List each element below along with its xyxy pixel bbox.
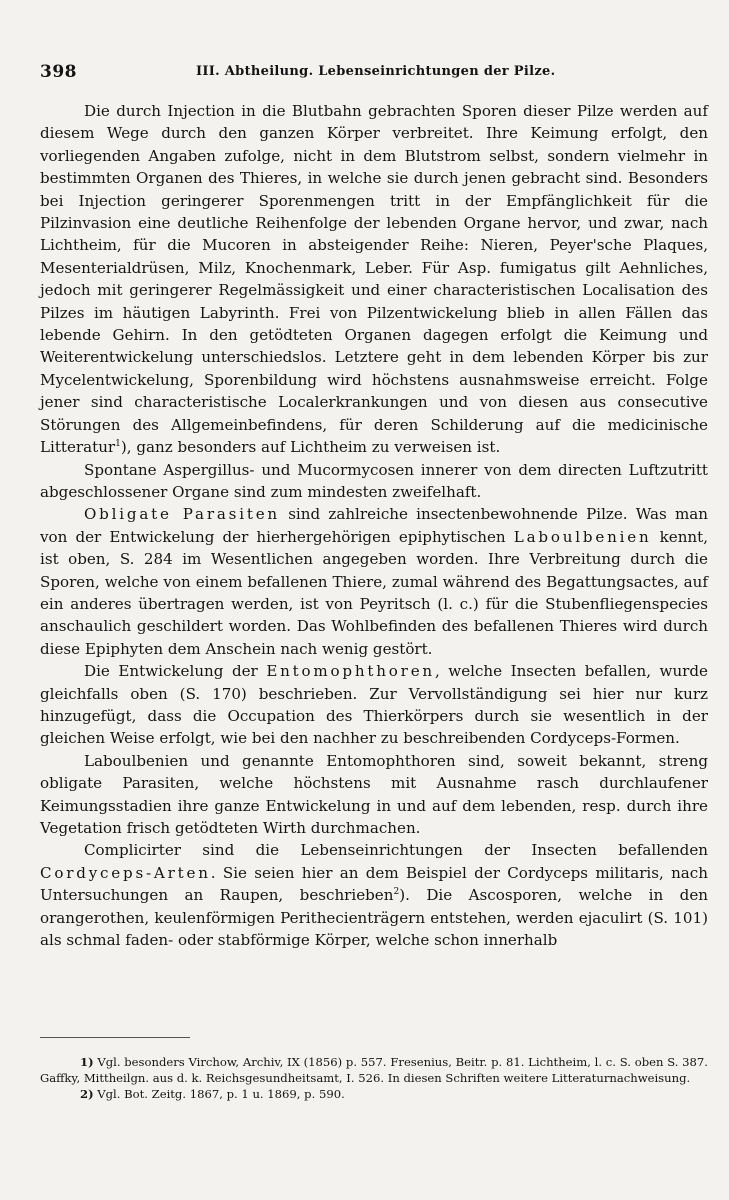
footnote-text: Vgl. besonders Virchow, Archiv, IX (1856) p. 557. Fresenius, Beitr. p. 81. Lichtheim, l. c. S. oben S. 387. Gaffky, Mittheilgn. aus d. k. Reichsgesundheitsamt, I. 526. In diesen Schriften weitere Litteraturnachweisung. [40, 1055, 708, 1086]
spaced-term-laboulbenien: Laboulbenien [513, 527, 652, 546]
paragraph-entomophthoren [40, 660, 708, 750]
paragraph-spontane-mycosen: Spontane Aspergillus- und Mucormycosen innerer von dem directen Luftzutritt abgeschlossener Organe sind zum mindesten zweifelhaft. [40, 460, 708, 501]
footnotes [40, 1054, 708, 1103]
paragraph-text: Complicirter sind die Lebenseinrichtungen der Insecten befallenden [84, 841, 708, 860]
footnote-2 [40, 1086, 708, 1102]
paragraph-injection [40, 100, 708, 459]
paragraph-text: Die durch Injection in die Blutbahn gebrachten Sporen dieser Pilze werden auf diesem Wege durch den ganzen Körper verbreitet. Ihre Keimung erfolgt, den vorliegenden Angaben zufolge, nicht in dem Blutstrom selbst, sondern vielmehr in bestimmten Organen des Thieres, in welche sie durch jenen gebracht sind. Besonders bei Injection geringerer Sporenmengen tritt in der Empfänglichkeit für die Pilzinvasion eine deutliche Reihenfolge der lebenden Organe hervor, und zwar, nach Lichtheim, für die Mucoren in absteigender Reihe: Nieren, Peyer'sche Plaques, Mesenterialdrüsen, Milz, Knochenmark, Leber. Für Asp. fumigatus gilt Aehnliches, jedoch mit geringerer Regelmässigkeit und einer characteristischen Localisation des Pilzes im häutigen Labyrinth. Frei von Pilzentwickelung blieb in allen Fällen das lebende Gehirn. In den getödteten Organen dagegen erfolgt die Keimung und Weiterentwickelung unterschiedslos. Letztere geht in dem lebenden Körper bis zur Mycelentwickelung, Sporenbildung wird höchstens ausnahmsweise erreicht. Folge jener sind characteristische Localerkrankungen und von diesen aus consecutive Störungen des Allgemeinbefindens, für deren Schilderung auf die medicinische Litteratur [40, 102, 708, 457]
body-text [40, 100, 708, 951]
paragraph-text: . Sie seien hier an dem Beispiel der Cordyceps militaris, nach Untersuchungen an Raupen, beschrieben [40, 863, 708, 905]
footnote-ref-2: 2 [393, 887, 400, 898]
paragraph-text: ), ganz besonders auf Lichtheim zu verweisen ist. [120, 438, 501, 457]
page-header [40, 62, 708, 84]
footnote-ref-1: 1 [115, 439, 121, 450]
footnote-text: Vgl. Bot. Zeitg. 1867, p. 1 u. 1869, p. 590. [93, 1087, 345, 1102]
footnote-number: 2) [80, 1087, 94, 1102]
footnote-separator [40, 1037, 190, 1038]
spaced-term-entomophthoren: Entomophthoren [266, 662, 435, 681]
paragraph-text: ). Die Ascosporen, welche in den orangerothen, keulenförmigen Perithecienträgern entstehen, werden ejaculirt (S. 101) als schmal faden- oder stabförmige Körper, welche schon innerhalb [40, 886, 708, 950]
paragraph-text: sind zahlreiche insectenbewohnende Pilze. Was man von der Entwickelung der hierhergehörigen epiphytischen [40, 505, 708, 546]
spaced-term-cordyceps-arten: Cordyceps-Arten [40, 863, 211, 882]
paragraph-text: kennt, ist oben, S. 284 im Wesentlichen angegeben worden. Ihre Verbreitung durch die Sporen, welche von einem befallenen Thiere, zumal während des Begattungsactes, auf ein anderes übertragen werden, ist von Peyritsch (l. c.) für die Stubenfliegenspecies anschaulich geschildert worden. Das Wohlbefinden des befallenen Thieres wird durch diese Epiphyten dem Anschein nach wenig gestört. [40, 527, 708, 658]
paragraph-text: , welche Insecten befallen, wurde gleichfalls oben (S. 170) beschrieben. Zur Vervollständigung sei hier nur kurz hinzugefügt, dass die Occupation des Thierkörpers durch sie wesentlich in der gleichen Weise erfolgt, wie bei den nachher zu beschreibenden Cordyceps-Formen. [40, 662, 708, 748]
spaced-term-obligate-parasiten: Obligate Parasiten [84, 505, 280, 524]
paragraph-obligate-parasiten [40, 503, 708, 660]
footnote-number: 1) [80, 1055, 94, 1069]
page-number: 398 [40, 62, 77, 82]
paragraph-cordyceps [40, 839, 708, 951]
running-title: III. Abtheilung. Lebenseinrichtungen der Pilze. [196, 64, 556, 79]
paragraph-laboulbenien-entomophthoren: Laboulbenien und genannte Entomophthoren sind, soweit bekannt, streng obligate Parasiten, welche höchstens mit Ausnahme rasch durchlaufener Keimungsstadien ihre ganze Entwickelung in und auf dem lebenden, resp. durch ihre Vegetation frisch getödteten Wirth durchmachen. [40, 751, 708, 837]
paragraph-text: Die Entwickelung der [84, 662, 267, 681]
footnote-1 [40, 1054, 708, 1086]
